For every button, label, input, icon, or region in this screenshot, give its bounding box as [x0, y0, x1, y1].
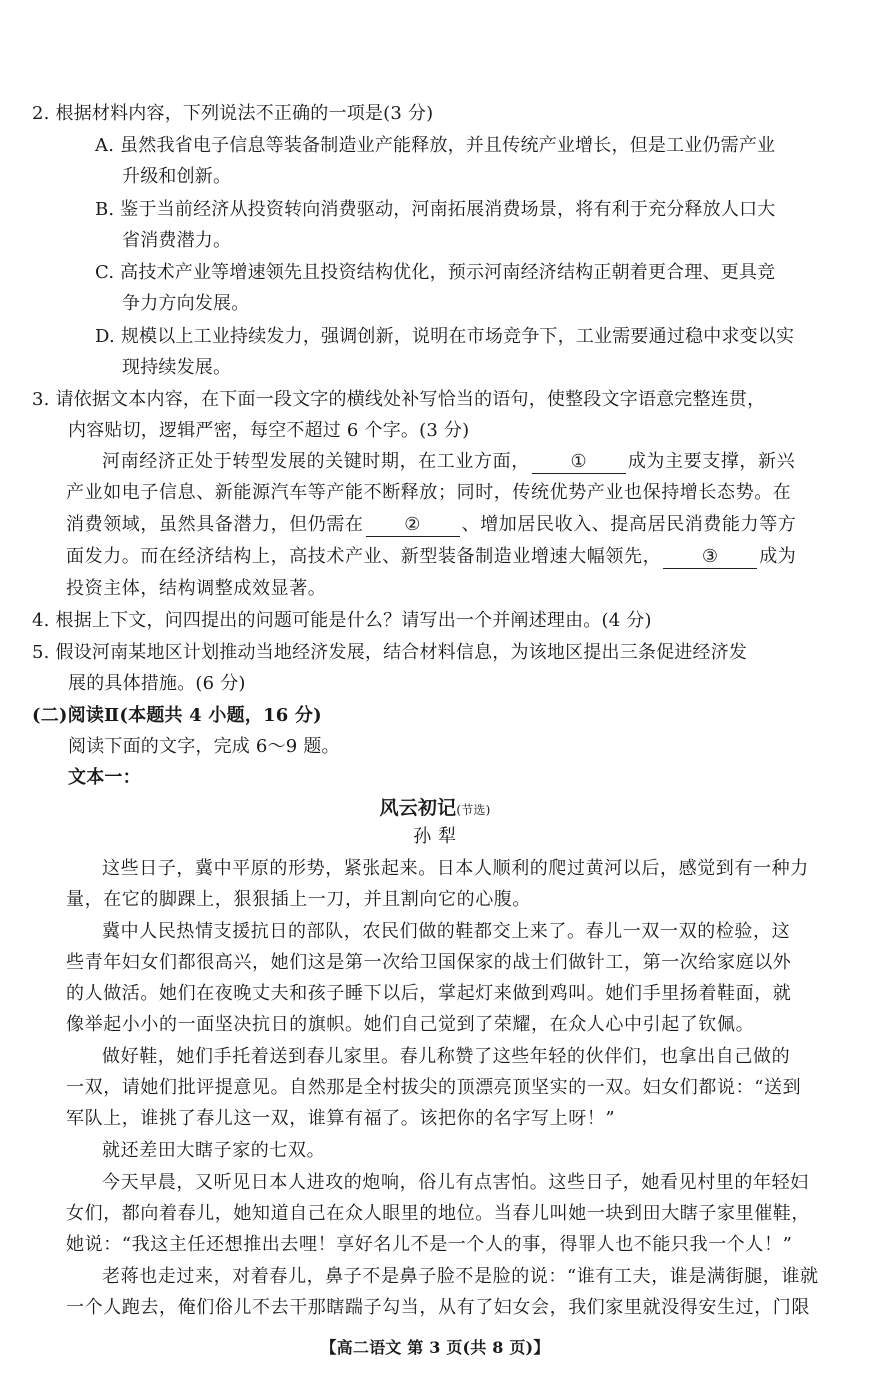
article-title-note: (节选): [456, 803, 491, 817]
page-footer: 【高二语文 第 3 页(共 8 页)】: [320, 1338, 550, 1357]
q3-passage-line1: [102, 450, 795, 474]
q3-passage-line4: [66, 545, 796, 569]
article-author: 孙 犁: [413, 826, 457, 847]
q3-blank-1[interactable]: ①: [532, 451, 626, 474]
q3-stem-line2: 内容贴切，逻辑严密，每空不超过 6 个字。(3 分): [68, 420, 470, 441]
q2-option-b-line2: 省消费潜力。: [122, 230, 232, 251]
article-line: 的人做活。她们在夜晚丈夫和孩子睡下以后，掌起灯来做到鸡叫。她们手里扬着鞋面，就: [66, 983, 792, 1004]
article-title-row: [0, 796, 870, 822]
q2-option-b-line1: B. 鉴于当前经济从投资转向消费驱动，河南拓展消费场景，将有利于充分释放人口大: [95, 199, 776, 220]
q3-passage-line2: 产业如电子信息、新能源汽车等产能不断释放；同时，传统优势产业也保持增长态势。在: [66, 482, 792, 503]
article-line: 冀中人民热情支援抗日的部队，农民们做的鞋都交上来了。春儿一双一双的检验，这: [102, 921, 791, 942]
article-line: 就还差田大瞎子家的七双。: [102, 1140, 326, 1161]
q3-passage-text: 成为: [759, 546, 797, 567]
q5-stem-line2: 展的具体措施。(6 分): [68, 673, 246, 694]
section-instruction: 阅读下面的文字，完成 6～9 题。: [68, 736, 340, 757]
article-line: 些青年妇女们都很高兴，她们这是第一次给卫国保家的战士们做针工，第一次给家庭以外: [66, 952, 792, 973]
article-line: 一双，请她们批评提意见。自然那是全村拔尖的顶漂亮顶坚实的一双。妇女们都说：“送到: [66, 1077, 802, 1098]
article-line: 军队上，谁挑了春儿这一双，谁算有福了。该把你的名字写上呀！”: [66, 1108, 616, 1129]
q2-stem: 2. 根据材料内容，下列说法不正确的一项是(3 分): [32, 103, 434, 124]
q4-stem: 4. 根据上下文，问四提出的问题可能是什么？请写出一个并阐述理由。(4 分): [32, 610, 652, 631]
q3-passage-line5: 投资主体，结构调整成效显著。: [66, 578, 327, 599]
q3-passage-text: 面发力。而在经济结构上，高技术产业、新型装备制造业增速大幅领先，: [66, 546, 662, 567]
article-line: 量，在它的脚踝上，狠狠插上一刀，并且割向它的心腹。: [66, 889, 531, 910]
q3-passage-text: 、增加居民收入、提高居民消费能力等方: [461, 514, 797, 535]
q2-option-c-line2: 争力方向发展。: [122, 293, 250, 314]
q3-blank-2[interactable]: ②: [366, 514, 460, 537]
section-heading: (二)阅读Ⅱ(本题共 4 小题，16 分): [32, 705, 322, 726]
q3-passage-text: 成为主要支撑，新兴: [627, 451, 796, 472]
article-line: 老蒋也走过来，对着春儿，鼻子不是鼻子脸不是脸的说：“谁有工夫，谁是满街腿，谁就: [102, 1266, 819, 1287]
article-line: 一个人跑去，俺们俗儿不去干那瞎踹子勾当，从有了妇女会，我们家里就没得安生过，门限: [66, 1297, 810, 1318]
q2-option-a-line1: A. 虽然我省电子信息等装备制造业产能释放，并且传统产业增长，但是工业仍需产业: [95, 135, 776, 156]
text-label: 文本一：: [68, 767, 141, 788]
q3-passage-line3: [66, 513, 796, 537]
q2-option-c-line1: C. 高技术产业等增速领先且投资结构优化，预示河南经济结构正朝着更合理、更具竞: [95, 262, 776, 283]
article-line: 她说：“我这主任还想推出去哩！享好名儿不是一个人的事，得罪人也不能只我一个人！”: [66, 1234, 793, 1255]
article-line: 像举起小小的一面坚决抗日的旗帜。她们自己觉到了荣耀，在众人心中引起了钦佩。: [66, 1014, 755, 1035]
q2-option-d-line1: D. 规模以上工业持续发力，强调创新，说明在市场竞争下，工业需要通过稳中求变以实: [95, 326, 795, 347]
q3-passage-text: 河南经济正处于转型发展的关键时期，在工业方面，: [102, 451, 530, 472]
q3-blank-3[interactable]: ③: [663, 546, 757, 569]
q2-option-d-line2: 现持续发展。: [122, 357, 232, 378]
article-title: 风云初记: [379, 797, 457, 819]
article-line: 女们，都向着春儿，她知道自己在众人眼里的地位。当春儿叫她一块到田大瞎子家里催鞋，: [66, 1203, 810, 1224]
article-line: 今天早晨，又听见日本人进攻的炮响，俗儿有点害怕。这些日子，她看见村里的年轻妇: [102, 1172, 809, 1193]
q3-stem-line1: 3. 请依据文本内容，在下面一段文字的横线处补写恰当的语句，使整段文字语意完整连贯，: [32, 389, 766, 410]
article-line: 做好鞋，她们手托着送到春儿家里。春儿称赞了这些年轻的伙伴们，也拿出自己做的: [102, 1046, 791, 1067]
article-line: 这些日子，冀中平原的形势，紧张起来。日本人顺利的爬过黄河以后，感觉到有一种力: [102, 858, 809, 879]
q5-stem-line1: 5. 假设河南某地区计划推动当地经济发展，结合材料信息，为该地区提出三条促进经济发: [32, 642, 748, 663]
q3-passage-text: 消费领域，虽然具备潜力，但仍需在: [66, 514, 364, 535]
q2-option-a-line2: 升级和创新。: [122, 166, 232, 187]
